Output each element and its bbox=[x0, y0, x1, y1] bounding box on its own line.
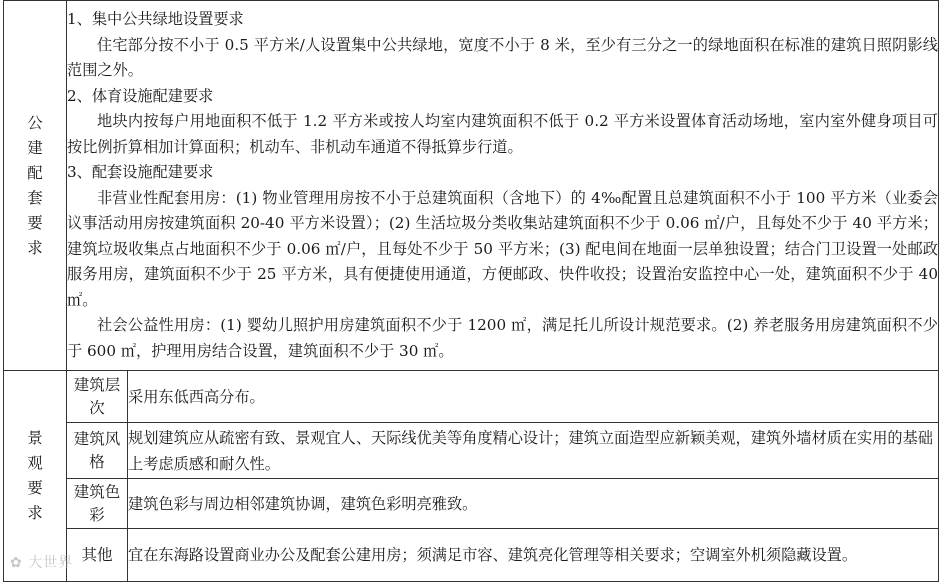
landscape-desc: 建筑色彩与周边相邻建筑协调，建筑色彩明亮雅致。 bbox=[128, 479, 939, 529]
public-facilities-row bbox=[4, 1, 939, 371]
landscape-label-cell bbox=[67, 371, 128, 423]
watermark-logo bbox=[10, 552, 73, 572]
landscape-desc: 采用东低西高分布。 bbox=[128, 371, 939, 423]
landscape-label: 其他 bbox=[81, 545, 113, 564]
public-facilities-header-cell bbox=[4, 1, 67, 371]
landscape-header: 景观要求 bbox=[27, 429, 43, 522]
item-2-title: 2、体育设施配建要求 bbox=[67, 86, 214, 105]
landscape-label-cell bbox=[67, 529, 128, 582]
landscape-row-4 bbox=[4, 529, 939, 582]
landscape-row-1 bbox=[4, 371, 939, 423]
landscape-label-cell bbox=[67, 479, 128, 529]
public-facilities-header: 公建配套要求 bbox=[27, 113, 43, 257]
item-1-title: 1、集中公共绿地设置要求 bbox=[67, 10, 244, 28]
watermark-icon: ✿ bbox=[10, 555, 23, 571]
public-facilities-content bbox=[67, 1, 939, 371]
item-3-text-2: 社会公益性用房：(1) 婴幼儿照护用房建筑面积不少于 1200 ㎡，满足托儿所设计规范要求。(2) 养老服务用房建筑面积不少于 600 ㎡，护理用房结合设置，建筑面积不少于 30 ㎡。 bbox=[67, 316, 938, 360]
landscape-row-3 bbox=[4, 479, 939, 529]
landscape-desc: 宜在东海路设置商业办公及配套公建用房；须满足市容、建筑亮化管理等相关要求；空调室外机须隐藏设置。 bbox=[128, 529, 939, 582]
landscape-row-2 bbox=[4, 423, 939, 479]
requirements-table bbox=[3, 0, 939, 582]
landscape-header-cell bbox=[4, 371, 67, 582]
item-3-title: 3、配套设施配建要求 bbox=[67, 163, 214, 181]
landscape-label-cell bbox=[67, 423, 128, 479]
landscape-desc: 规划建筑应从疏密有致、景观宜人、天际线优美等角度精心设计；建筑立面造型应新颖美观，建筑外墙材质在实用的基础上考虑质感和耐久性。 bbox=[128, 423, 939, 479]
item-1-text: 住宅部分按不小于 0.5 平方米/人设置集中公共绿地，宽度不小于 8 米，至少有三分之一的绿地面积在标准的建筑日照阴影线范围之外。 bbox=[67, 35, 938, 79]
landscape-label: 建筑层次 bbox=[73, 375, 121, 417]
item-3-text: 非营业性配套用房：(1) 物业管理用房按不小于总建筑面积（含地下）的 4‰配置且总建筑面积不小于 100 平方米（业委会议事活动用房按建筑面积 20-40 平方米设置）；(2) 生活垃圾分类收集站建筑面积不少于 0.06 ㎡/户，且每处不少于 40 平方米；建筑垃圾收集点占地面积不少于 0.06 ㎡/户，且每处不少于 50 平方米；(3) 配电间在地面一层单独设置；结合门卫设置一处邮政服务用房，建筑面积不少于 25 平方米，具有便捷使用通道，方便邮政、快件收投；设置治安监控中心一处，建筑面积不少于 40 ㎡。 bbox=[67, 188, 938, 309]
watermark-text: 大世界 bbox=[28, 555, 74, 571]
item-2-text: 地块内按每户用地面积不低于 1.2 平方米或按人均室内建筑面积不低于 0.2 平方米设置体育活动场地，室内室外健身项目可按比例折算相加计算面积；机动车、非机动车通道不得抵算步行道。 bbox=[67, 112, 938, 156]
landscape-label: 建筑风格 bbox=[73, 429, 121, 471]
landscape-label: 建筑色彩 bbox=[73, 482, 121, 524]
